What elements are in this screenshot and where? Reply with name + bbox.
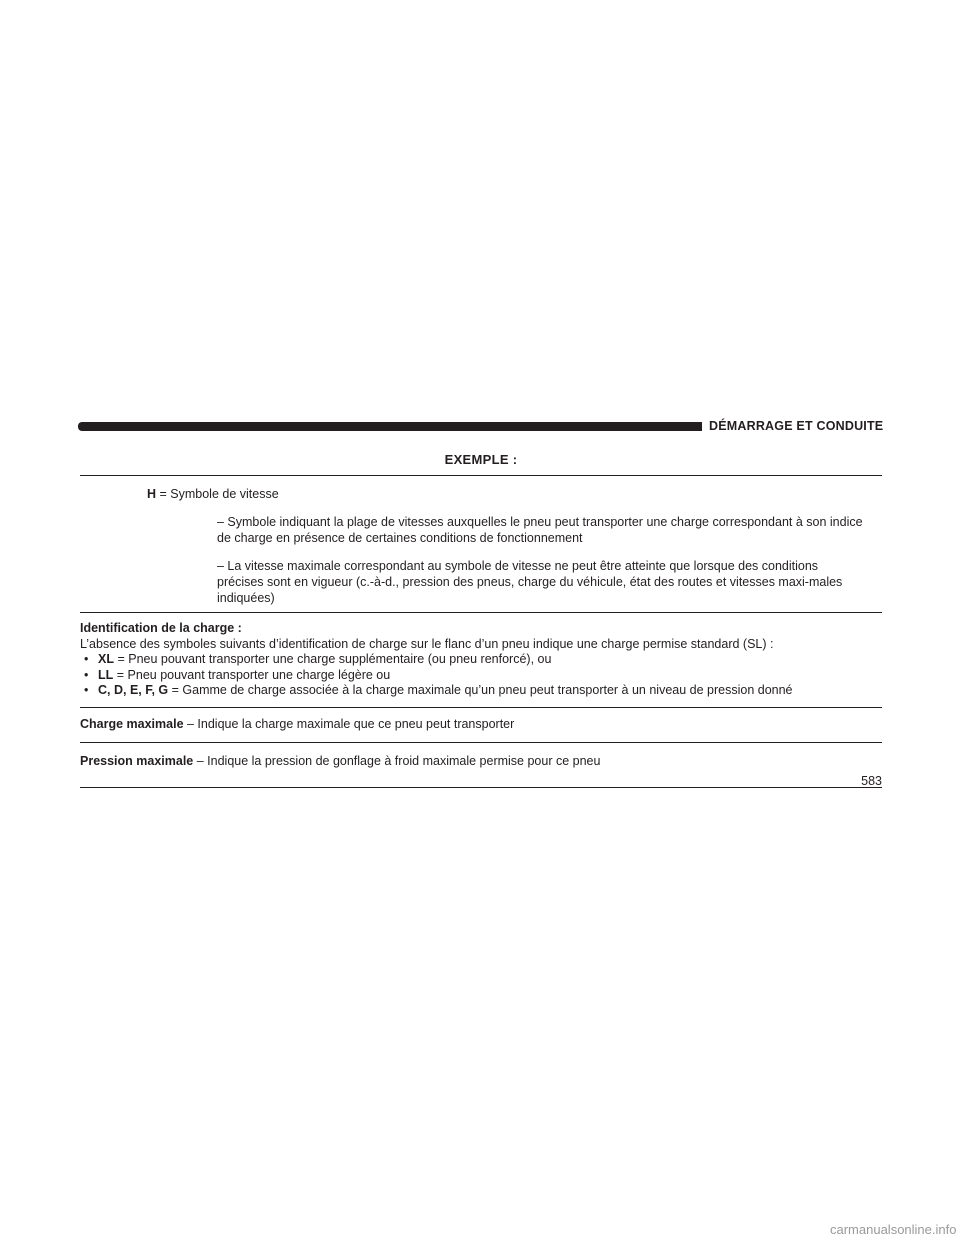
bullet-icon: • xyxy=(84,683,89,697)
max-load-label: Charge maximale xyxy=(80,716,184,731)
load-identification-intro: L’absence des symboles suivants d’identification de charge sur le flanc d’un pneu indique une charge permise standard (SL) : xyxy=(80,636,774,651)
section-title: DÉMARRAGE ET CONDUITE xyxy=(709,419,884,433)
list-item xyxy=(80,668,882,684)
example-title: EXEMPLE : xyxy=(80,450,882,476)
speed-symbol-desc-2: – La vitesse maximale correspondant au symbole de vitesse ne peut être atteinte que lorsque des conditions précises sont en vigueur (c.-à-d., pression des pneus, charge du véhicule, état des routes et vitesses maxi-males indiquées) xyxy=(217,559,843,605)
bullet-text: = Gamme de charge associée à la charge maximale qu’un pneu peut transporter à un niveau de pression donné xyxy=(168,683,793,697)
speed-symbol-text: = Symbole de vitesse xyxy=(156,487,279,501)
page-number: 583 xyxy=(861,774,882,788)
bullet-label: LL xyxy=(98,667,114,682)
bullet-label: C, D, E, F, G xyxy=(98,683,169,697)
bullet-label: XL xyxy=(98,652,114,666)
max-pressure-label: Pression maximale xyxy=(80,753,194,768)
list-item xyxy=(80,652,882,668)
speed-symbol-desc-1: – Symbole indiquant la plage de vitesses auxquelles le pneu peut transporter une charge correspondant à son indice de charge en présence de certaines conditions de fonctionnement xyxy=(217,515,863,545)
tire-info-table xyxy=(80,450,882,788)
list-item xyxy=(80,683,882,699)
max-load-text: – Indique la charge maximale que ce pneu peut transporter xyxy=(183,716,515,731)
speed-symbol-line xyxy=(80,486,882,502)
max-pressure-row xyxy=(80,743,882,788)
speed-symbol-block xyxy=(80,476,882,613)
max-load-row xyxy=(80,708,882,743)
max-pressure-text: – Indique la pression de gonflage à froid maximale permise pour ce pneu xyxy=(193,753,601,768)
bullet-icon: • xyxy=(84,667,89,682)
header-bar xyxy=(78,422,702,431)
watermark: carmanualsonline.info xyxy=(830,1222,957,1237)
speed-symbol-label: H xyxy=(147,487,157,501)
load-identification-title: Identification de la charge : xyxy=(80,621,242,635)
bullet-text: = Pneu pouvant transporter une charge légère ou xyxy=(113,667,391,682)
load-identification-block xyxy=(80,613,882,708)
bullet-text: = Pneu pouvant transporter une charge supplémentaire (ou pneu renforcé), ou xyxy=(113,652,552,666)
bullet-icon: • xyxy=(84,652,89,666)
